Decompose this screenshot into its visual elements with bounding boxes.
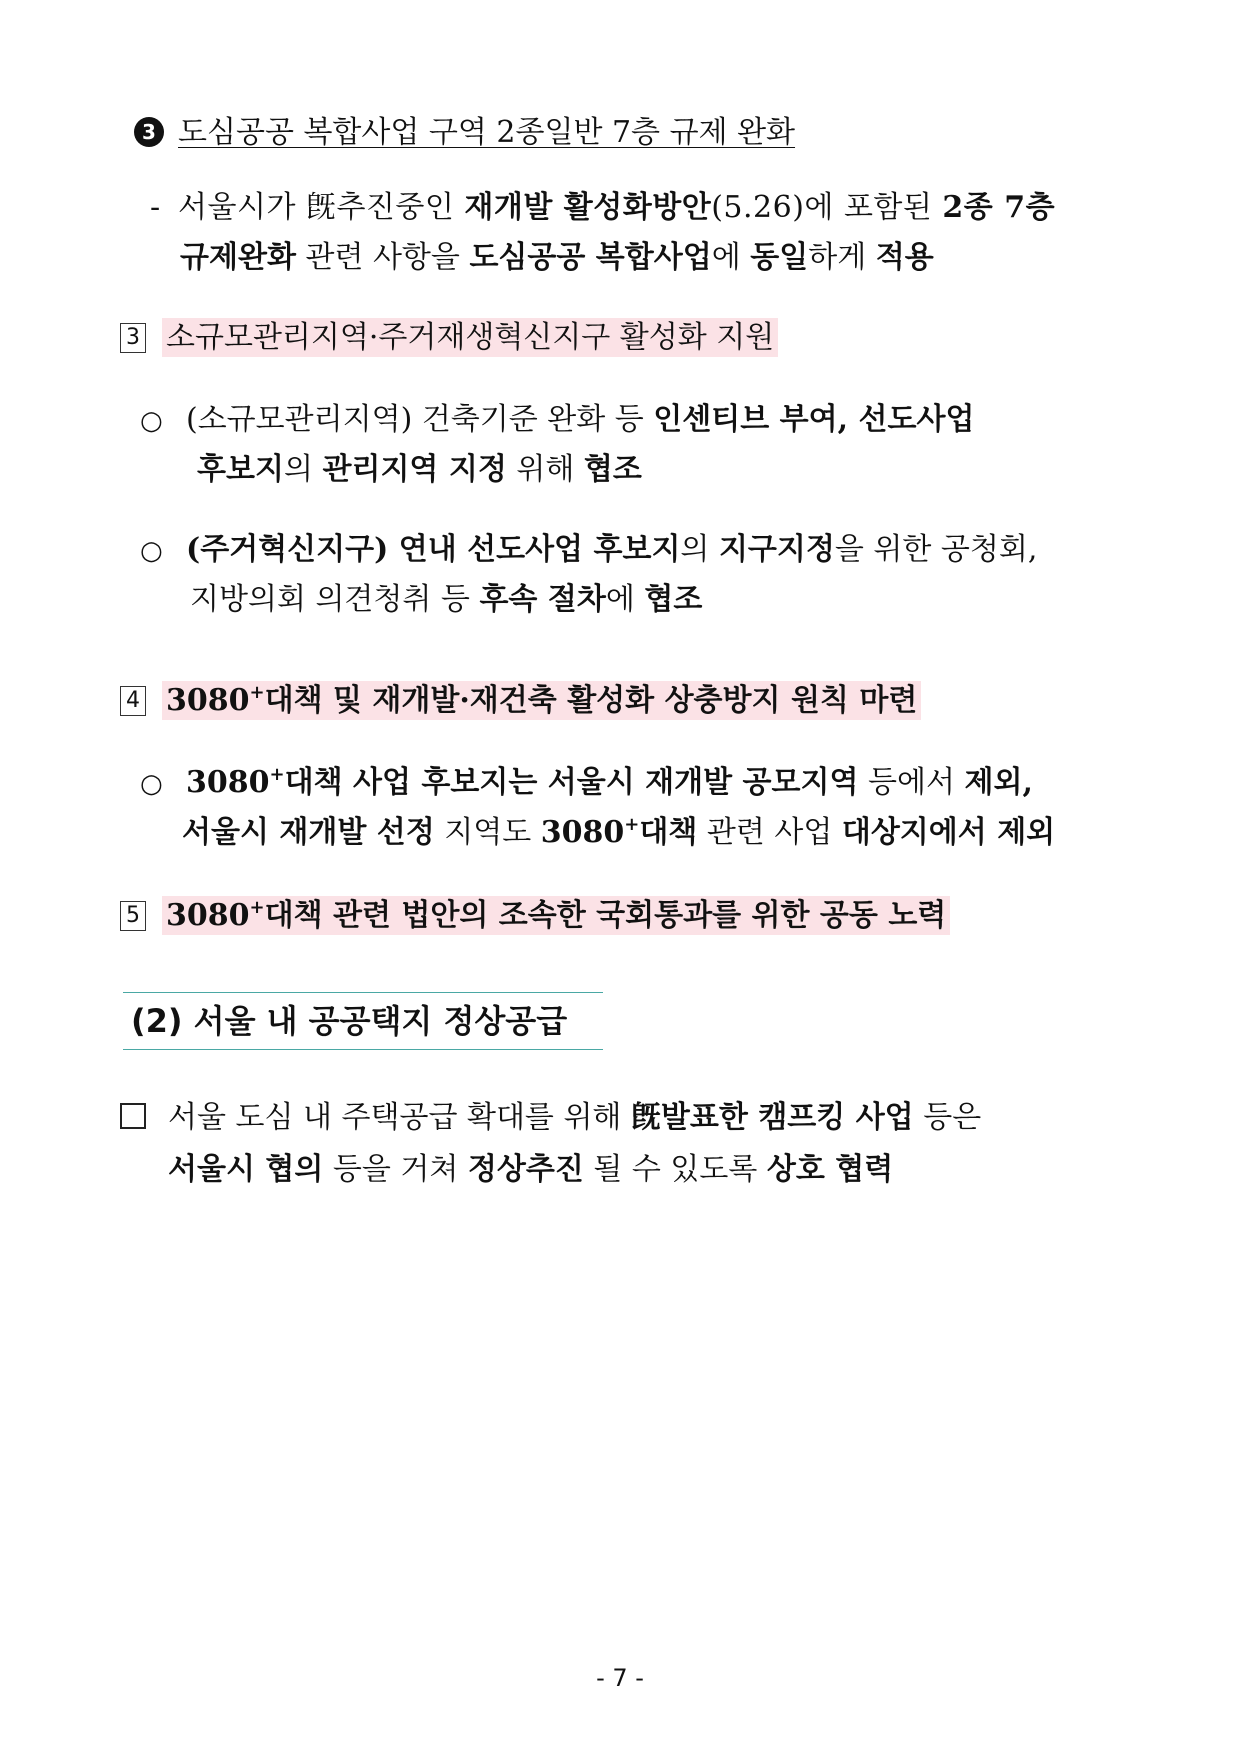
section5-title: 3080+대책 관련 법안의 조속한 국회통과를 위한 공동 노력 (162, 896, 950, 935)
section-number-box: 5 (120, 901, 146, 931)
sec4-bullet1-line2: 서울시 재개발 선정 지역도 3080+대책 관련 사업 대상지에서 제외 (182, 814, 1056, 850)
sec3-bullet2-line2: 지방의회 의견청취 등 후속 절차에 협조 (190, 582, 703, 617)
section3-heading (120, 318, 778, 358)
section-number-box: 4 (120, 686, 146, 716)
square-bullet-icon (120, 1103, 146, 1129)
page-number: - 7 - (596, 1664, 644, 1692)
circle-bullet: ○ (140, 536, 163, 566)
section3-title: 소규모관리지역·주거재생혁신지구 활성화 지원 (162, 318, 778, 357)
item3-heading (134, 113, 795, 153)
circled-number-3: 3 (134, 117, 164, 147)
section5-heading (120, 888, 950, 936)
section-number-box: 3 (120, 323, 146, 353)
sec3-bullet1-line2: 후보지의 관리지역 지정 위해 협조 (197, 452, 642, 487)
subsection-heading-box (123, 992, 603, 1050)
section4-title: 3080+대책 및 재개발·재건축 활성화 상충방지 원칙 마련 (162, 681, 921, 720)
item3-title: 도심공공 복합사업 구역 2종일반 7층 규제 완화 (178, 115, 796, 150)
dash-marker: - (150, 190, 161, 225)
section4-heading (120, 673, 921, 721)
item3-line1: - 서울시가 旣추진중인 재개발 활성화방안(5.26)에 포함된 2종 7층 (150, 188, 1055, 228)
subsection-heading: (2) 서울 내 공공택지 정상공급 (131, 1002, 568, 1040)
circle-bullet: ○ (140, 406, 163, 436)
sec4-bullet1-line1: ○ 3080+대책 사업 후보지는 서울시 재개발 공모지역 등에서 제외, (140, 755, 1033, 804)
section2-line2: 서울시 협의 등을 거쳐 정상추진 될 수 있도록 상호 협력 (168, 1152, 894, 1187)
circle-bullet: ○ (140, 769, 163, 799)
section2-line1: 서울 도심 내 주택공급 확대를 위해 旣발표한 캠프킹 사업 등은 (120, 1098, 981, 1138)
sec3-bullet1-line1: ○ (소규모관리지역) 건축기준 완화 등 인센티브 부여, 선도사업 (140, 400, 974, 441)
item3-line2: 규제완화 관련 사항을 도심공공 복합사업에 동일하게 적용 (180, 240, 934, 275)
sec3-bullet2-line1: ○ (주거혁신지구) 연내 선도사업 후보지의 지구지정을 위한 공청회, (140, 530, 1037, 571)
